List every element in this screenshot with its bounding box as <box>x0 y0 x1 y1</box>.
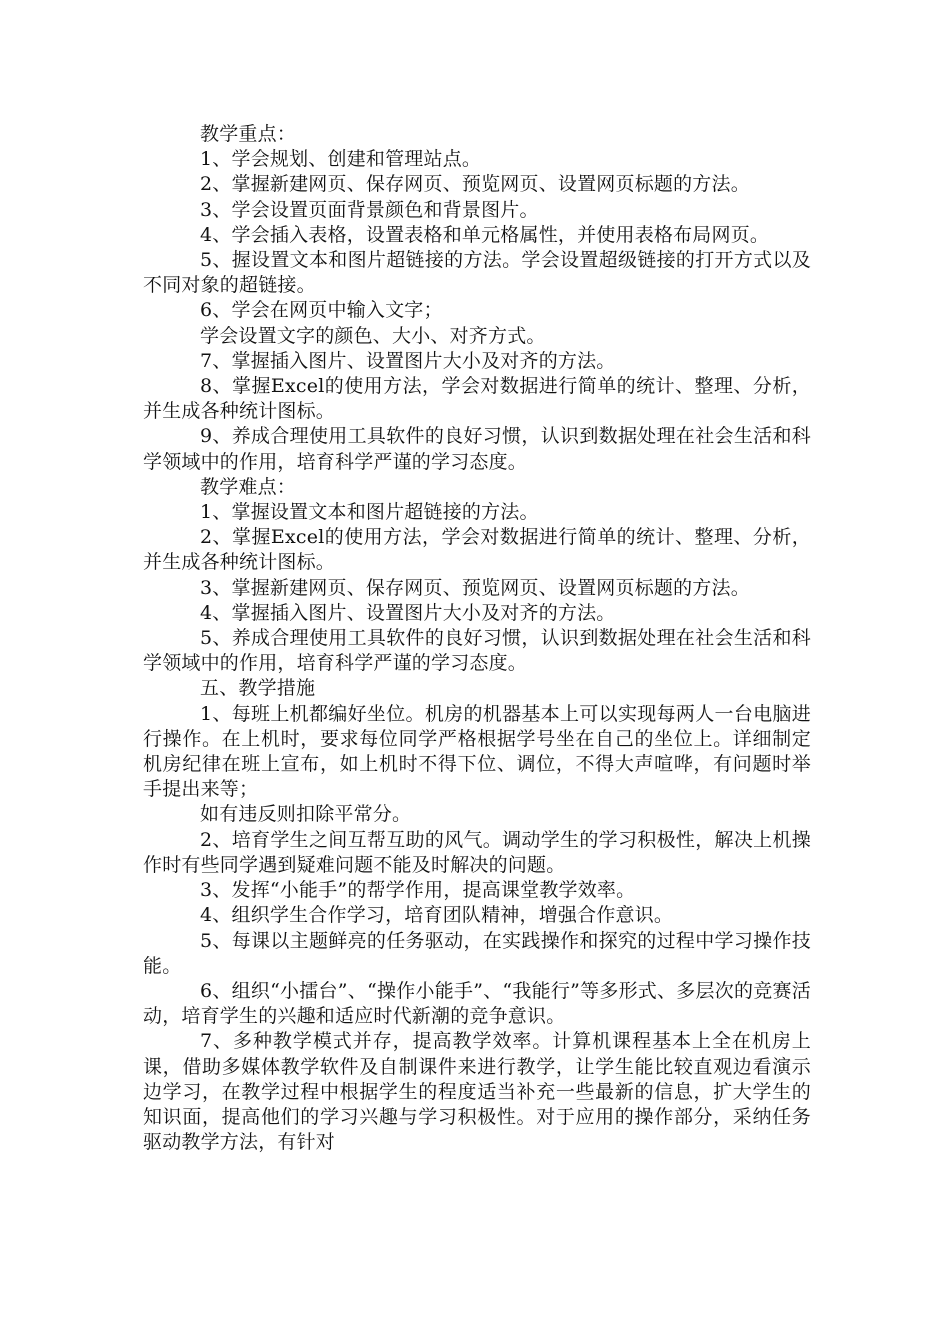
key-point-6: 6、学会在网页中输入文字； <box>200 299 443 322</box>
key-point-6-continued: 学会设置文字的颜色、大小、对齐方式。 <box>200 324 546 347</box>
heading-teaching-measures: 五、教学措施 <box>200 677 316 700</box>
key-point-3: 3、学会设置页面背景颜色和背景图片。 <box>200 198 539 221</box>
measure-5: 5、每课以主题鲜亮的任务驱动，在实践操作和探究的过程中学习操作技能。 <box>143 929 811 977</box>
key-point-8: 8、掌握Excel的使用方法，学会对数据进行简单的统计、整理、分析，并生成各种统计图标。 <box>143 375 811 423</box>
measure-2: 2、培育学生之间互帮互助的风气。调动学生的学习积极性，解决上机操作时有些同学遇到疑难问题不能及时解决的问题。 <box>143 828 811 876</box>
key-point-7: 7、掌握插入图片、设置图片大小及对齐的方法。 <box>200 349 616 372</box>
heading-difficult-points: 教学难点： <box>200 475 297 498</box>
key-point-2: 2、掌握新建网页、保存网页、预览网页、设置网页标题的方法。 <box>200 173 750 196</box>
key-point-4: 4、学会插入表格，设置表格和单元格属性，并使用表格布局网页。 <box>200 223 770 246</box>
difficult-point-5: 5、养成合理使用工具软件的良好习惯，认识到数据处理在社会生活和科学领域中的作用，培育科学严谨的学习态度。 <box>143 627 811 675</box>
key-point-9: 9、养成合理使用工具软件的良好习惯，认识到数据处理在社会生活和科学领域中的作用，培育科学严谨的学习态度。 <box>143 425 811 473</box>
difficult-point-4: 4、掌握插入图片、设置图片大小及对齐的方法。 <box>200 601 616 624</box>
measure-1-continued: 如有违反则扣除平常分。 <box>200 803 412 826</box>
key-point-5: 5、握设置文本和图片超链接的方法。学会设置超级链接的打开方式以及不同对象的超链接。 <box>143 249 811 297</box>
measure-6: 6、组织“小擂台”、“操作小能手”、“我能行”等多形式、多层次的竞赛活动，培育学生的兴趣和适应时代新潮的竞争意识。 <box>143 979 811 1028</box>
difficult-point-1: 1、掌握设置文本和图片超链接的方法。 <box>200 501 539 524</box>
measure-3: 3、发挥“小能手”的帮学作用，提高课堂教学效率。 <box>200 879 636 902</box>
document-body <box>143 122 811 1155</box>
heading-key-points: 教学重点： <box>200 123 297 145</box>
measure-4: 4、组织学生合作学习，培育团队精神，增强合作意识。 <box>200 904 674 927</box>
difficult-point-3: 3、掌握新建网页、保存网页、预览网页、设置网页标题的方法。 <box>200 576 750 599</box>
difficult-point-2: 2、掌握Excel的使用方法，学会对数据进行简单的统计、整理、分析，并生成各种统计图标。 <box>143 526 811 574</box>
key-point-1: 1、学会规划、创建和管理站点。 <box>200 148 482 171</box>
measure-1: 1、每班上机都编好坐位。机房的机器基本上可以实现每两人一台电脑进行操作。在上机时，要求每位同学严格根据学号坐在自己的坐位上。详细制定机房纪律在班上宣布，如上机时不得下位、调位，不得大声喧哗，有问题时举手提出来等； <box>143 702 811 801</box>
measure-7: 7、多种教学模式并存，提高教学效率。计算机课程基本上全在机房上课，借助多媒体教学软件及自制课件来进行教学，让学生能比较直观边看演示边学习，在教学过程中根据学生的程度适当补充一些最新的信息，扩大学生的知识面，提高他们的学习兴趣与学习积极性。对于应用的操作部分，采纳任务驱动教学方法，有针对 <box>143 1030 811 1154</box>
